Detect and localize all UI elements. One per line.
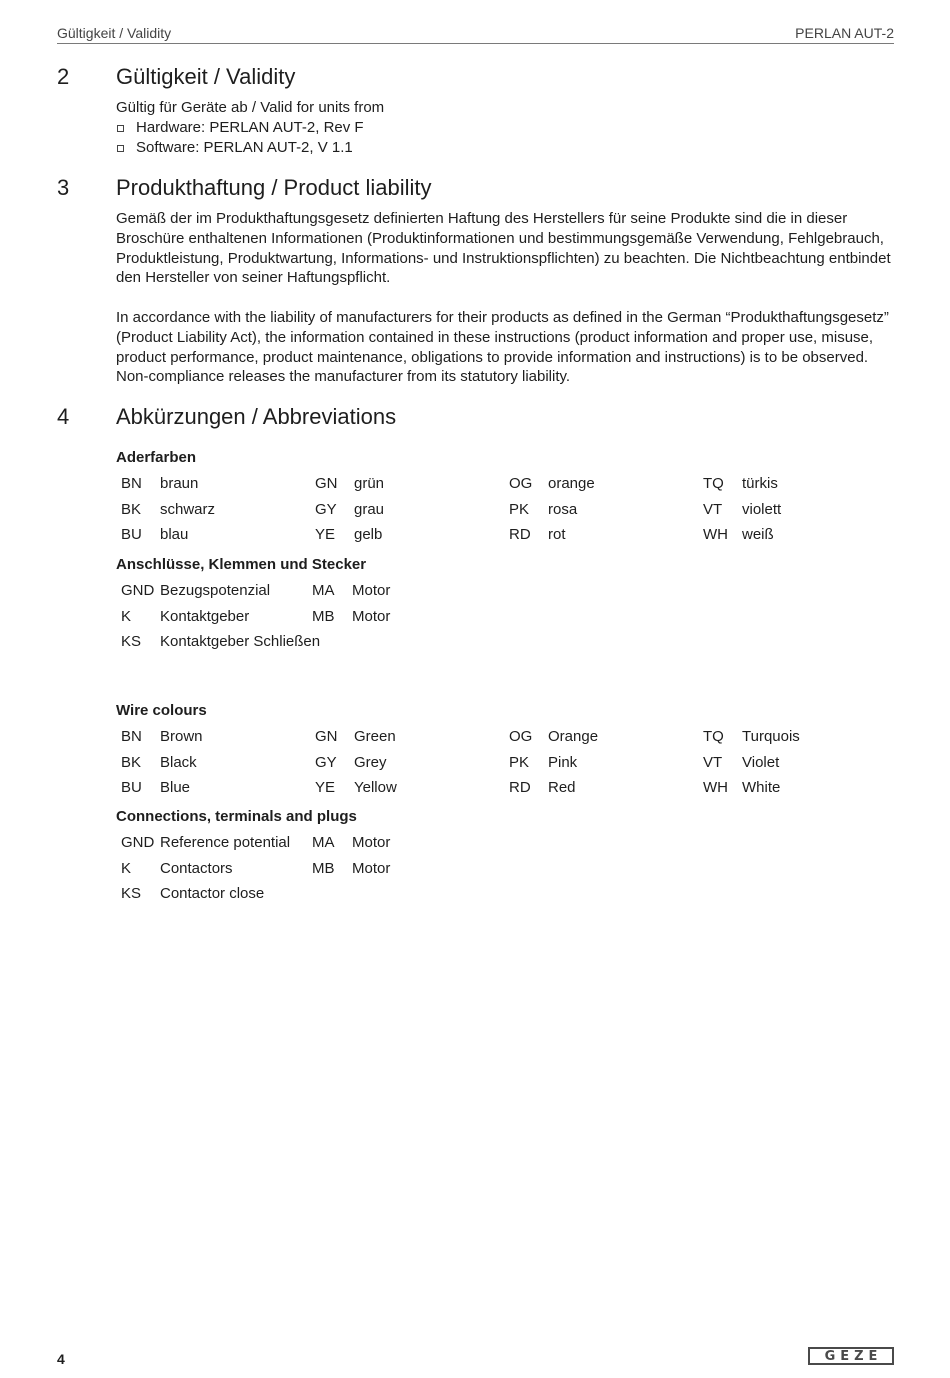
abbreviation-code: BN [121, 728, 142, 745]
abbreviation-code: OG [509, 475, 533, 492]
connections-heading-de: Anschlüsse, Klemmen und Stecker [116, 556, 367, 573]
geze-logo [808, 1347, 894, 1365]
abbreviation-meaning: türkis [742, 475, 778, 492]
abbreviation-code: BK [121, 500, 142, 518]
abbreviation-meaning: grau [354, 500, 385, 518]
abbreviation-code: GY [315, 500, 337, 518]
abbreviation-code: K [121, 607, 132, 625]
page-number: 4 [57, 1351, 65, 1367]
section-number: 4 [57, 404, 70, 429]
abbreviation-code: MA [312, 834, 335, 851]
abbreviation-code: WH [703, 526, 728, 544]
abbreviation-code: KS [121, 633, 142, 651]
abbreviation-code: OG [509, 728, 533, 745]
abbreviation-meaning: Orange [548, 728, 599, 745]
abbreviation-meaning: Bezugspotenzial [160, 582, 271, 599]
abbreviation-code: RD [509, 526, 531, 544]
page-header [57, 22, 894, 44]
section-number: 3 [57, 175, 70, 200]
abbreviation-code: VT [703, 753, 723, 771]
abbreviation-meaning: Blue [160, 779, 191, 797]
abbreviation-meaning: White [742, 779, 781, 797]
liability-paragraph-de: Gemäß der im Produkthaftungsgesetz definierten Haftung des Herstellers für seine Produkte sind die in dieser Broschüre enthaltenen Informationen (Produktinformationen und bestimmungsgemäße Verwendung, Fehlgebrauch, Produktleistung, Produktwartung, Informations- und Instruktionspflichten) zu beachten. Die Nichtbeachtung entbindet den Hersteller von seiner Haftungspflicht. [116, 210, 891, 287]
abbreviation-code: MA [312, 582, 335, 599]
abbreviation-code: TQ [703, 728, 724, 745]
section-title: Produkthaftung / Product liability [116, 175, 432, 200]
abbreviation-meaning: orange [548, 475, 595, 492]
abbreviation-meaning: Violet [742, 753, 780, 771]
abbreviation-code: GN [315, 475, 338, 492]
abbreviation-code: BK [121, 753, 142, 771]
header-section-title: Gültigkeit / Validity [57, 25, 172, 41]
list-item: Software: PERLAN AUT-2, V 1.1 [116, 138, 894, 158]
abbreviation-meaning: Motor [352, 582, 391, 599]
abbreviation-meaning: Kontaktgeber Schließen [160, 633, 321, 651]
abbreviation-meaning: grün [354, 475, 385, 492]
abbreviation-meaning: braun [160, 475, 199, 492]
abbreviation-code: YE [315, 526, 336, 544]
abbreviation-code: GND [121, 834, 155, 851]
wire-colours-heading-de: Aderfarben [116, 449, 197, 466]
abbreviation-code: VT [703, 500, 723, 518]
abbreviation-meaning: Yellow [354, 779, 397, 797]
abbreviation-meaning: Turquois [742, 728, 800, 745]
section-number: 2 [57, 64, 70, 89]
abbreviation-code: GN [315, 728, 338, 745]
abbreviation-meaning: Pink [548, 753, 578, 771]
logo-text: GEZE [824, 1348, 883, 1364]
validity-body [116, 98, 894, 157]
abbreviation-code: WH [703, 779, 728, 797]
abbreviation-meaning: violett [742, 500, 782, 518]
section-title: Abkürzungen / Abbreviations [116, 404, 397, 429]
abbreviation-meaning: blau [160, 526, 189, 544]
abbreviation-code: YE [315, 779, 336, 797]
abbreviation-meaning: Brown [160, 728, 203, 745]
abbreviation-meaning: Reference potential [160, 834, 291, 851]
abbreviation-meaning: Black [160, 753, 197, 771]
abbreviation-code: GND [121, 582, 155, 599]
abbreviation-meaning: Kontaktgeber [160, 607, 250, 625]
abbreviation-meaning: Contactor close [160, 885, 265, 903]
abbreviation-meaning: weiß [742, 526, 774, 544]
abbreviation-meaning: Grey [354, 753, 387, 771]
abbreviation-meaning: Motor [352, 607, 391, 625]
validity-list [116, 118, 894, 158]
abbreviation-code: TQ [703, 475, 724, 492]
list-item: Hardware: PERLAN AUT-2, Rev F [116, 118, 894, 138]
section-title: Gültigkeit / Validity [116, 64, 296, 89]
abbreviation-meaning: schwarz [160, 500, 216, 518]
abbreviation-meaning: rosa [548, 500, 578, 518]
abbreviation-code: PK [509, 753, 530, 771]
abbreviation-meaning: gelb [354, 526, 383, 544]
abbreviation-code: PK [509, 500, 530, 518]
abbreviation-code: MB [312, 607, 335, 625]
abbreviation-code: MB [312, 859, 335, 877]
wire-colours-heading-en: Wire colours [116, 702, 207, 719]
abbreviation-meaning: Motor [352, 834, 391, 851]
abbreviation-code: RD [509, 779, 531, 797]
connections-heading-en: Connections, terminals and plugs [116, 808, 357, 825]
abbreviation-meaning: Green [354, 728, 396, 745]
header-product-name: PERLAN AUT-2 [795, 25, 894, 41]
abbreviation-code: K [121, 859, 132, 877]
validity-intro: Gültig für Geräte ab / Valid for units from [116, 99, 385, 116]
liability-paragraph-en: In accordance with the liability of manufacturers for their products as defined in the German “Produkthaftungsgesetz” (Product Liability Act), the information contained in these instructions (product information and proper use, misuse, product performance, product maintenance, obligations to provide information and instructions) is to be observed. Non-compliance releases the manufacturer from its statutory liability. [116, 309, 889, 386]
abbreviation-code: BN [121, 475, 142, 492]
abbreviation-code: KS [121, 885, 142, 903]
abbreviation-code: BU [121, 779, 142, 797]
abbreviation-code: GY [315, 753, 337, 771]
abbreviation-meaning: rot [548, 526, 566, 544]
abbreviation-meaning: Motor [352, 859, 391, 877]
abbreviation-meaning: Contactors [160, 859, 233, 877]
abbreviation-meaning: Red [548, 779, 576, 797]
abbreviation-code: BU [121, 526, 142, 544]
